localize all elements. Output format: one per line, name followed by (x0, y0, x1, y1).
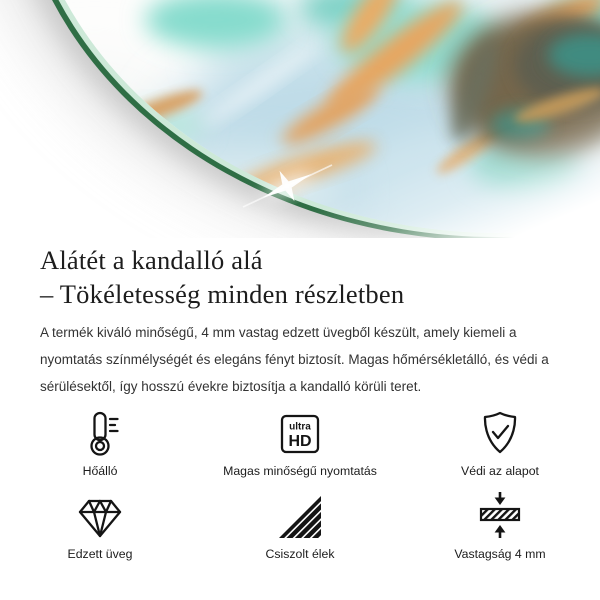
feature-label: Edzett üveg (67, 547, 133, 561)
fade-overlay (0, 0, 600, 238)
glass-disc-illustration (0, 0, 600, 238)
thermometer-icon (78, 410, 122, 456)
svg-text:ultra: ultra (289, 421, 311, 433)
feature-print-quality (200, 410, 400, 479)
content-text (0, 243, 600, 400)
product-image (0, 0, 600, 238)
features-grid (0, 410, 600, 562)
diamond-icon (76, 493, 124, 539)
feature-tempered-glass (0, 493, 200, 562)
page-title-line-2: – Tökéletesség minden részletben (40, 279, 405, 309)
feature-label: Hőálló (82, 464, 118, 478)
feature-heat-resistant (0, 410, 200, 479)
feature-label: Csiszolt élek (265, 547, 335, 561)
feature-label: Vastagság 4 mm (454, 547, 546, 561)
feature-protects-base (400, 410, 600, 479)
product-description: A termék kiváló minőségű, 4 mm vastag edzett üvegből készült, amely kiemeli a nyomtatás színmélységét és elegáns fényt biztosít. Magas hőmérsékletálló, és védi a sérülésektől, így hosszú évekre biztosítja a kandalló körüli teret. (40, 325, 549, 394)
svg-text:HD: HD (288, 433, 312, 450)
ultra-hd-icon (278, 410, 322, 456)
feature-label: Magas minőségű nyomtatás (223, 464, 377, 478)
polished-edges-icon (276, 493, 324, 539)
feature-label: Védi az alapot (461, 464, 539, 478)
thickness-icon (476, 493, 524, 539)
feature-thickness (400, 493, 600, 562)
page-title-line-1: Alátét a kandalló alá (40, 245, 263, 275)
page-title (40, 243, 560, 311)
shield-check-icon (478, 410, 522, 456)
feature-polished-edges (200, 493, 400, 562)
